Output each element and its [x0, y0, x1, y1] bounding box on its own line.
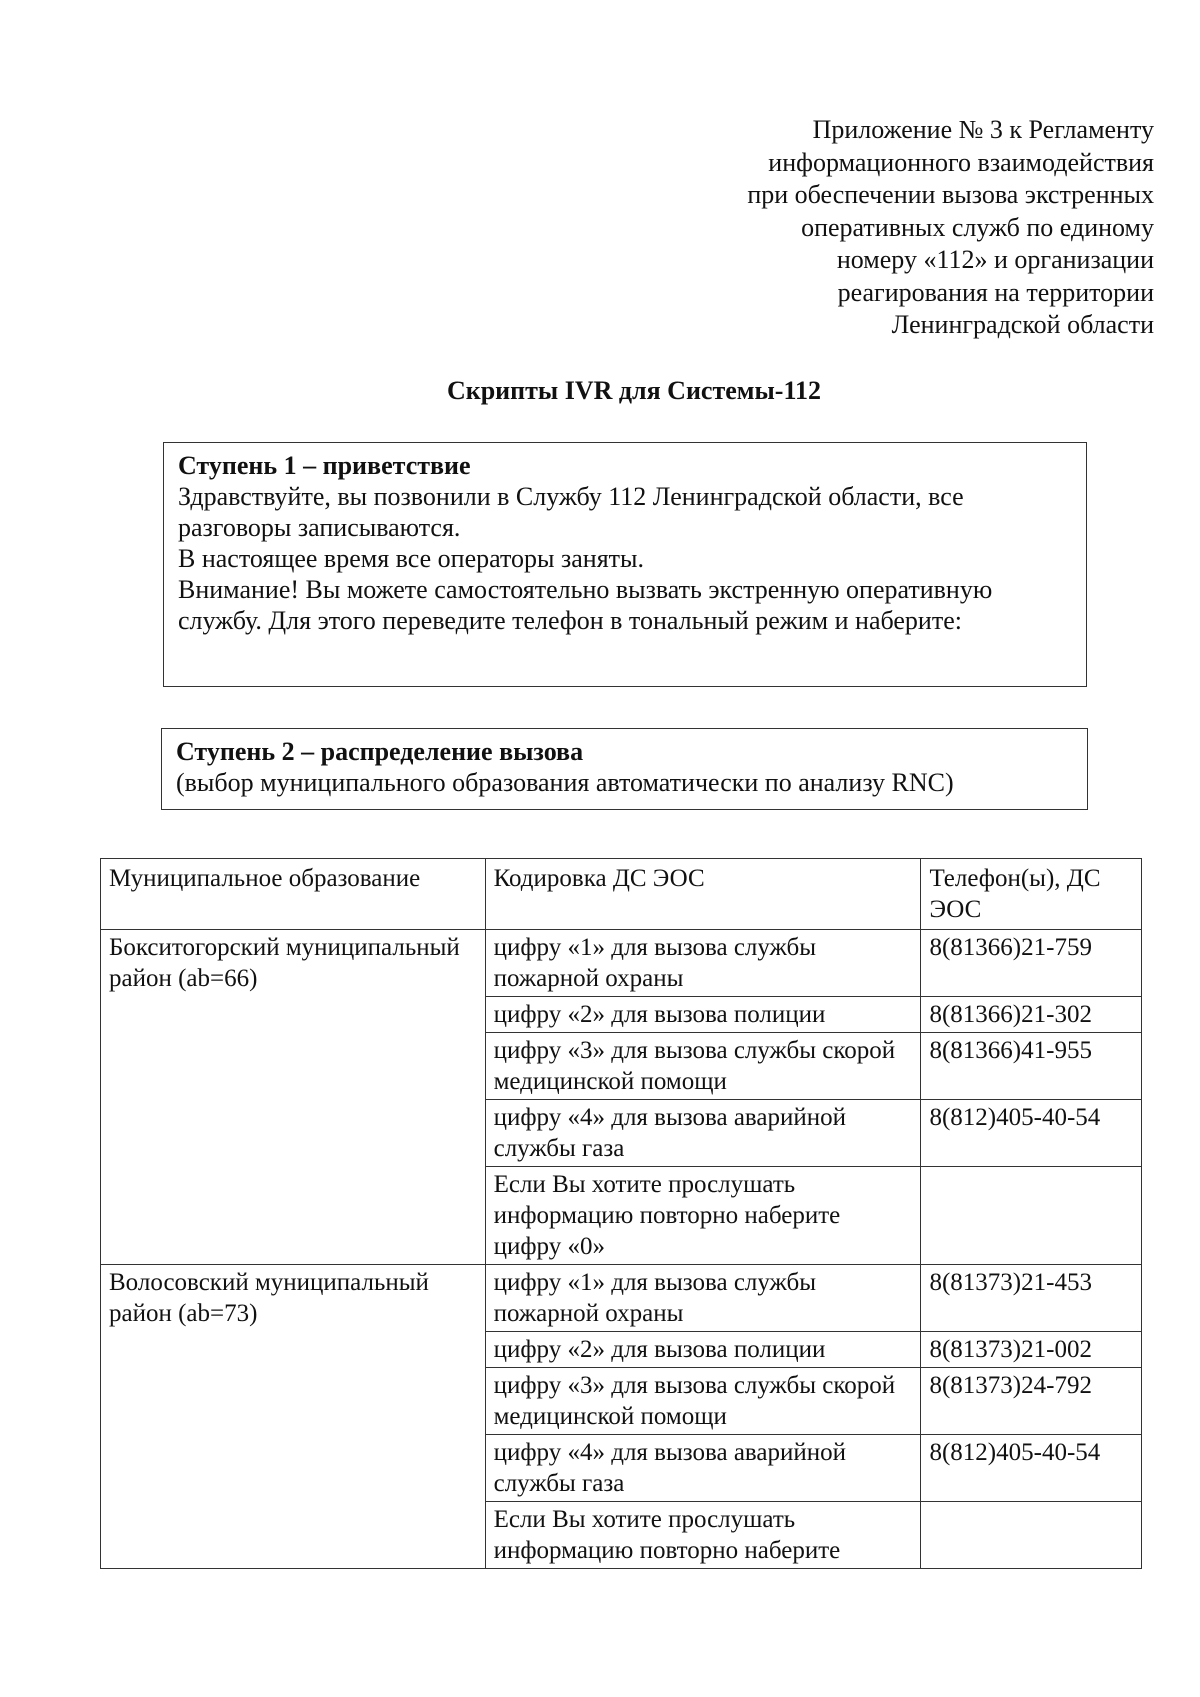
- code-cell: цифру «3» для вызова службы скорой медицинской помощи: [485, 1368, 921, 1435]
- phone-cell: [921, 1502, 1142, 1569]
- phone-cell: 8(81373)21-453: [921, 1265, 1142, 1332]
- appendix-line: реагирования на территории: [837, 277, 1154, 307]
- code-cell: Если Вы хотите прослушать информацию повторно наберите: [485, 1502, 921, 1569]
- step2-heading: Ступень 2 – распределение вызова: [176, 737, 584, 766]
- phone-cell: 8(812)405-40-54: [921, 1435, 1142, 1502]
- code-cell: Если Вы хотите прослушать информацию повторно наберите цифру «0»: [485, 1167, 921, 1265]
- appendix-line: Приложение № 3 к Регламенту: [812, 115, 1154, 144]
- code-cell: цифру «4» для вызова аварийной службы газа: [485, 1435, 921, 1502]
- phone-cell: 8(81366)21-302: [921, 997, 1142, 1033]
- phone-cell: [921, 1167, 1142, 1265]
- appendix-line: при обеспечении вызова экстренных: [747, 180, 1154, 209]
- code-cell: цифру «4» для вызова аварийной службы газа: [485, 1100, 921, 1167]
- phone-cell: 8(81366)41-955: [921, 1033, 1142, 1100]
- step2-subtitle: (выбор муниципального образования автоматически по анализу RNC): [176, 768, 954, 797]
- phone-cell: 8(81366)21-759: [921, 930, 1142, 997]
- step1-line: Здравствуйте, вы позвонили в Службу 112 Ленинградской области, все: [178, 482, 964, 511]
- district-name: Волосовский муниципальный район (ab=73): [101, 1265, 486, 1569]
- code-cell: цифру «2» для вызова полиции: [485, 997, 921, 1033]
- step1-line: В настоящее время все операторы заняты.: [178, 544, 644, 573]
- phone-cell: 8(81373)24-792: [921, 1368, 1142, 1435]
- appendix-line: номеру «112» и организации: [836, 245, 1154, 274]
- step1-heading: Ступень 1 – приветствие: [178, 451, 471, 480]
- table-header-row: [101, 859, 1142, 930]
- step1-line: разговоры записываются.: [178, 513, 461, 542]
- appendix-line: Ленинградской области: [891, 310, 1154, 339]
- appendix-header: [747, 114, 1154, 342]
- code-cell: цифру «1» для вызова службы пожарной охраны: [485, 1265, 921, 1332]
- header-coding: Кодировка ДС ЭОС: [485, 859, 921, 930]
- code-cell: цифру «2» для вызова полиции: [485, 1332, 921, 1368]
- table-row: [101, 1265, 1142, 1332]
- district-name: Бокситогорский муниципальный район (ab=66): [101, 930, 486, 1265]
- municipal-table: [100, 858, 1142, 1569]
- step2-box: [161, 728, 1088, 810]
- header-municipality: Муниципальное образование: [101, 859, 486, 930]
- phone-cell: 8(81373)21-002: [921, 1332, 1142, 1368]
- phone-cell: 8(812)405-40-54: [921, 1100, 1142, 1167]
- header-phone: Телефон(ы), ДС ЭОС: [921, 859, 1142, 930]
- step1-line: службу. Для этого переведите телефон в тональный режим и наберите:: [178, 606, 962, 635]
- table-row: [101, 930, 1142, 997]
- code-cell: цифру «1» для вызова службы пожарной охраны: [485, 930, 921, 997]
- step1-line: Внимание! Вы можете самостоятельно вызвать экстренную оперативную: [178, 575, 993, 604]
- appendix-line: оперативных служб по единому: [801, 212, 1154, 242]
- appendix-line: информационного взаимодействия: [768, 147, 1154, 177]
- document-title: Скрипты IVR для Системы-112: [446, 376, 822, 405]
- step1-box: [163, 442, 1087, 687]
- code-cell: цифру «3» для вызова службы скорой медицинской помощи: [485, 1033, 921, 1100]
